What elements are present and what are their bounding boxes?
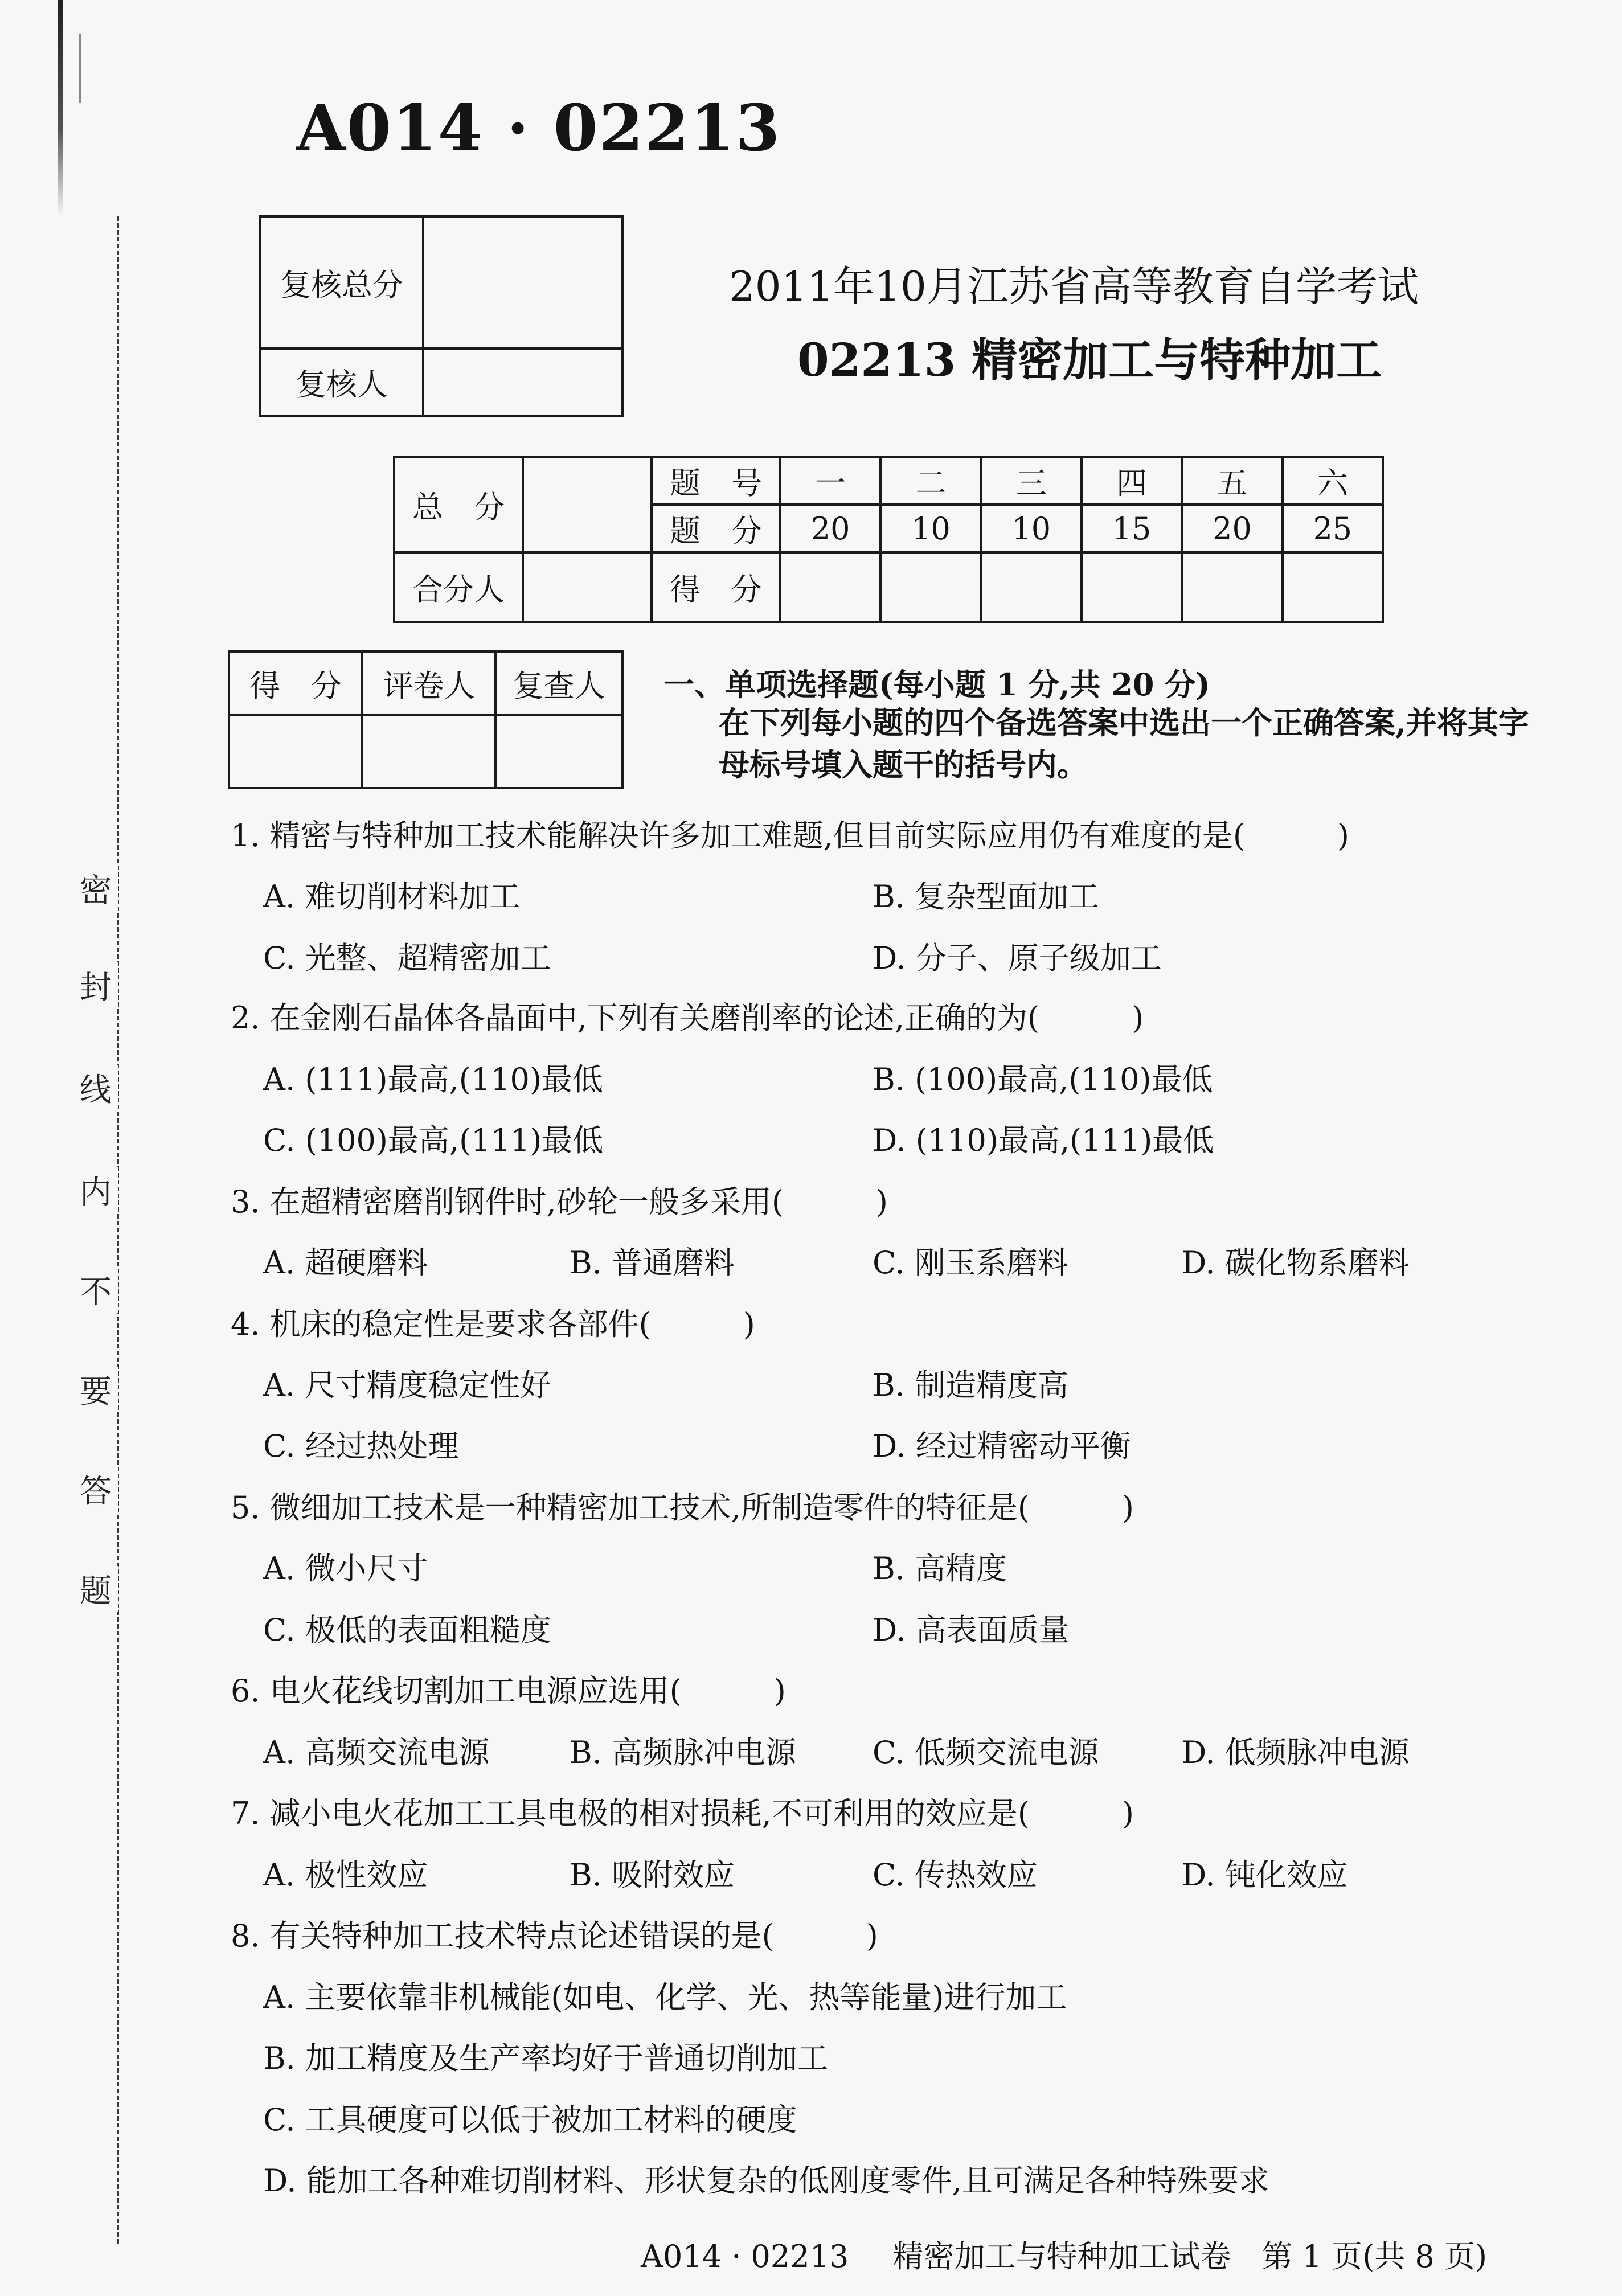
- section-points: 20: [1182, 505, 1282, 552]
- seal-char: 要: [73, 1367, 118, 1412]
- option: A. 极性效应: [263, 1857, 428, 1893]
- option: D. 碳化物系磨料: [1182, 1245, 1410, 1281]
- seal-char: 线: [73, 1065, 118, 1110]
- binding-edge-mark: [58, 0, 63, 216]
- section-number: 二: [880, 457, 981, 505]
- question-stem: 8. 有关特种加工技术特点论述错误的是( ): [231, 1918, 878, 1954]
- seal-char: 内: [73, 1167, 118, 1213]
- section-score-cell[interactable]: [880, 552, 981, 622]
- section-score-cell[interactable]: [1182, 552, 1282, 622]
- grader-label: 评卷人: [362, 651, 495, 715]
- section-number: 三: [981, 457, 1082, 505]
- option: C. 工具硬度可以低于被加工材料的硬度: [263, 2102, 797, 2138]
- score-table: [393, 456, 1384, 623]
- option: A. 微小尺寸: [263, 1551, 428, 1586]
- section-score-cell[interactable]: [981, 552, 1082, 622]
- question-points-label: 题 分: [652, 505, 780, 552]
- grader-score-cell[interactable]: [229, 715, 362, 788]
- seal-char: 题: [73, 1566, 118, 1612]
- score-got-label: 得 分: [652, 552, 780, 622]
- review-total-label: 复核总分: [260, 216, 423, 348]
- seal-char: 不: [73, 1267, 118, 1313]
- question-stem: 5. 微细加工技术是一种精密加工技术,所制造零件的特征是( ): [231, 1490, 1134, 1526]
- option: B. 高频脉冲电源: [570, 1735, 797, 1770]
- section-score-cell[interactable]: [1283, 552, 1383, 622]
- section-number: 五: [1182, 457, 1282, 505]
- option: D. 经过精密动平衡: [873, 1428, 1131, 1464]
- option: D. 高表面质量: [873, 1612, 1070, 1648]
- question-stem: 7. 减小电火花加工工具电极的相对损耗,不可利用的效应是( ): [231, 1795, 1134, 1831]
- option: A. 超硬磨料: [263, 1245, 428, 1281]
- section-instruction: 在下列每小题的四个备选答案中选出一个正确答案,并将其字母标号填入题干的括号内。: [719, 704, 1529, 783]
- option: C. 刚玉系磨料: [873, 1245, 1068, 1281]
- question-stem: 3. 在超精密磨削钢件时,砂轮一般多采用( ): [231, 1184, 888, 1220]
- option: B. 制造精度高: [873, 1367, 1069, 1403]
- option: D. 钝化效应: [1182, 1857, 1348, 1893]
- option: B. (100)最高,(110)最低: [873, 1061, 1213, 1097]
- option: B. 复杂型面加工: [873, 879, 1100, 915]
- section-points: 25: [1283, 505, 1383, 552]
- option: C. 光整、超精密加工: [263, 940, 551, 976]
- review-box: [259, 215, 624, 417]
- binding-edge-mark: [79, 34, 81, 102]
- option: B. 吸附效应: [570, 1857, 735, 1893]
- question-stem: 2. 在金刚石晶体各晶面中,下列有关磨削率的论述,正确的为( ): [231, 1000, 1144, 1036]
- section-points: 15: [1082, 505, 1182, 552]
- reviewer-label: 复核人: [260, 348, 423, 416]
- question-stem: 6. 电火花线切割加工电源应选用( ): [231, 1673, 786, 1709]
- section-points: 20: [780, 505, 880, 552]
- section-score-cell[interactable]: [780, 552, 880, 622]
- question-stem: 4. 机床的稳定性是要求各部件( ): [231, 1306, 755, 1342]
- option: D. 能加工各种难切削材料、形状复杂的低刚度零件,且可满足各种特殊要求: [263, 2163, 1269, 2199]
- course-title: 02213 精密加工与特种加工: [797, 333, 1382, 387]
- section-title: 一、单项选择题(每小题 1 分,共 20 分): [663, 666, 1210, 703]
- checker-label: 复查人: [495, 651, 622, 715]
- option: C. 低频交流电源: [873, 1735, 1099, 1770]
- section-number: 一: [780, 457, 880, 505]
- option: B. 加工精度及生产率均好于普通切削加工: [263, 2040, 829, 2076]
- exam-code: A014 · 02213: [296, 91, 781, 166]
- combiner-label: 合分人: [394, 552, 523, 622]
- option: A. 难切削材料加工: [263, 879, 521, 915]
- page-footer: [641, 2232, 1487, 2276]
- checker-cell[interactable]: [495, 715, 622, 788]
- option: A. 主要依靠非机械能(如电、化学、光、热等能量)进行加工: [263, 1979, 1067, 2015]
- option: C. 经过热处理: [263, 1428, 459, 1464]
- total-score-cell[interactable]: [523, 457, 652, 552]
- question-number-label: 题 号: [652, 457, 780, 505]
- grader-score-label: 得 分: [229, 651, 362, 715]
- option: D. 分子、原子级加工: [873, 940, 1162, 976]
- option: B. 高精度: [873, 1551, 1007, 1586]
- review-total-cell[interactable]: [423, 216, 622, 348]
- option: C. 传热效应: [873, 1857, 1038, 1893]
- seal-char: 封: [73, 962, 118, 1008]
- section-points: 10: [880, 505, 981, 552]
- footer-code: A014 · 02213: [641, 2238, 849, 2274]
- option: A. 尺寸精度稳定性好: [263, 1367, 551, 1403]
- grader-cell[interactable]: [362, 715, 495, 788]
- footer-text: 精密加工与特种加工试卷 第 1 页(共 8 页): [892, 2238, 1488, 2274]
- seal-line: [117, 216, 119, 2244]
- section-points: 10: [981, 505, 1082, 552]
- section-number: 六: [1283, 457, 1383, 505]
- section-number: 四: [1082, 457, 1182, 505]
- option: B. 普通磨料: [570, 1245, 735, 1281]
- section-score-cell[interactable]: [1082, 552, 1182, 622]
- grader-box: [228, 650, 624, 789]
- seal-char: 密: [73, 866, 118, 911]
- seal-char: 答: [73, 1466, 118, 1512]
- option: D. (110)最高,(111)最低: [873, 1122, 1214, 1158]
- option: A. 高频交流电源: [263, 1735, 490, 1770]
- option: C. 极低的表面粗糙度: [263, 1612, 551, 1648]
- reviewer-cell[interactable]: [423, 348, 622, 416]
- option: A. (111)最高,(110)最低: [263, 1061, 603, 1097]
- option: D. 低频脉冲电源: [1182, 1735, 1410, 1770]
- option: C. (100)最高,(111)最低: [263, 1122, 604, 1158]
- exam-title: 2011年10月江苏省高等教育自学考试: [729, 263, 1419, 310]
- total-score-label: 总 分: [394, 457, 523, 552]
- combiner-cell[interactable]: [523, 552, 652, 622]
- question-stem: 1. 精密与特种加工技术能解决许多加工难题,但目前实际应用仍有难度的是( ): [231, 818, 1349, 854]
